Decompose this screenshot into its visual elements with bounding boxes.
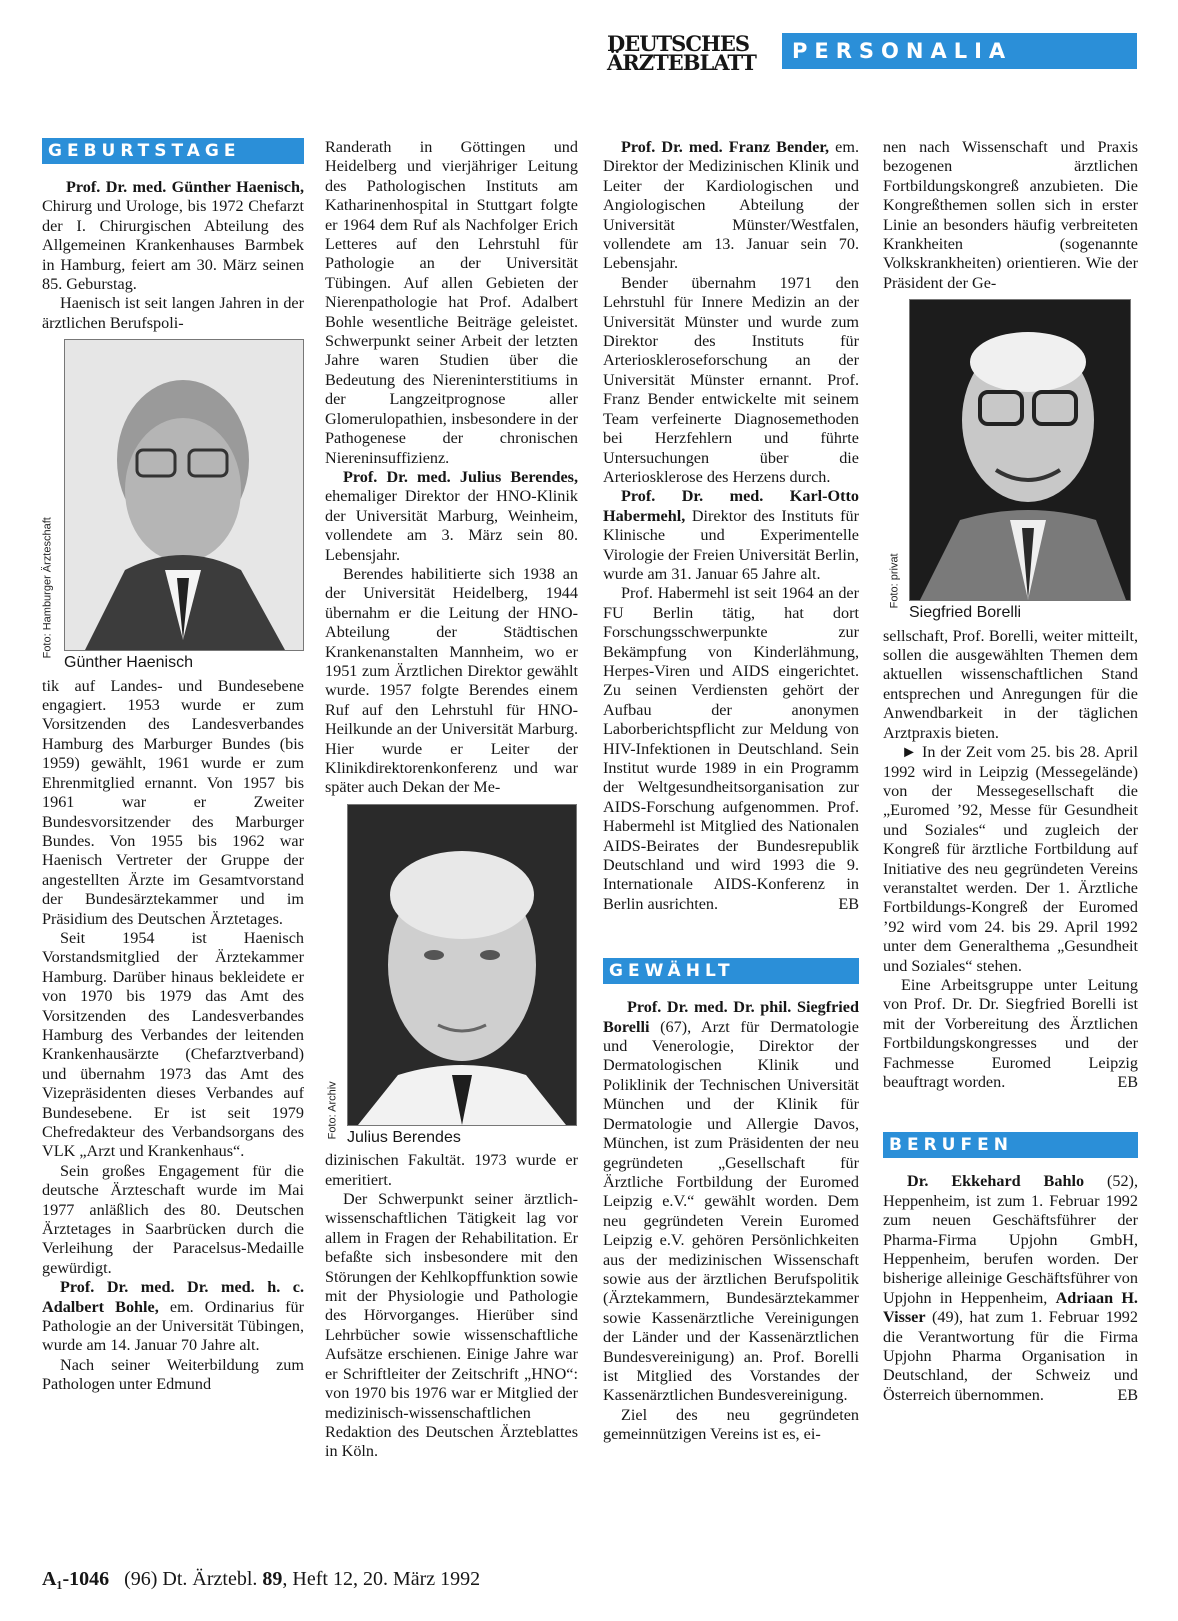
- photo-credit: Foto: Archiv: [326, 1081, 339, 1140]
- photo-credit: Foto: Hamburger Ärzteschaft: [41, 517, 54, 659]
- paragraph: Ziel des neu gegründeten gemeinnützigen Vereins ist es, ei-: [603, 1405, 859, 1444]
- portrait-image: [64, 339, 304, 651]
- paragraph: Prof. Habermehl ist seit 1964 an der FU Berlin tätig, hat dort Forschungsschwerpunkte zur Bekämpfung von Kinderlähmung, Herpes-Viren und AIDS eingerichtet. Zu seinen Verdiensten gehört der Aufbau der anonymen Laborberichtspflicht zur Meldung von HIV-Infektionen in Deutschland. Sein Institut wurde 1989 in ein Programm der Weltgesundheitsorganisation zur AIDS-Forschung aufgenommen. Prof. Habermehl ist Mitglied des Nationalen AIDS-Beirates der Bundesrepublik Deutschland und wird 1993 die 9. Internationale AIDS-Konferenz in Berlin ausrichten. EB: [603, 584, 859, 913]
- paragraph: Randerath in Göttingen und Heidelberg und vierjähriger Leitung des Pathologischen Instituts am Katharinenhospital in Stuttgart folgte er 1964 dem Ruf als Nachfolger Erich Letteres auf den Lehrstuhl für Pathologie an der Universität Tübingen. Auf allen Gebieten der Nierenpathologie hat Prof. Adalbert Bohle wesentliche Beiträge geleistet. Schwerpunkt seiner Arbeit der letzten Jahre waren Studien über die Bedeutung des Niereninterstitiums in der Langzeitprognose aller Glomerulopathien, insbesondere in der Pathogenese der chronischen Niereninsuffizienz.: [325, 138, 578, 467]
- paragraph: Nach seiner Weiterbildung zum Pathologen unter Edmund: [42, 1355, 304, 1394]
- paragraph: Eine Arbeitsgruppe unter Leitung von Prof. Dr. Dr. Siegfried Borelli ist mit der Vorbereitung des Ärztlichen Fortbildungskongresses und der Fachmesse Euromed Leipzig beauftragt worden. EB: [883, 975, 1138, 1091]
- heading-gewaehlt: GEWÄHLT: [603, 958, 859, 984]
- column-4: [883, 138, 1138, 1405]
- paragraph: Berendes habilitierte sich 1938 an der Universität Heidelberg, 1944 übernahm er die Leitung der HNO-Abteilung der Städtischen Krankenanstalten Mannheim, wo er 1951 zum Ärztlichen Direktor gewählt wurde. 1957 folgte Berendes einem Ruf auf den Lehrstuhl für HNO-Heilkunde an der Universität Marburg. Hier wurde er Leiter der Klinikdirektorenkonferenz und war später auch Dekan der Me-: [325, 564, 578, 797]
- volume: 89: [262, 1568, 283, 1590]
- entry-bahlo: Dr. Ekkehard Bahlo (52), Heppenheim, ist zum 1. Februar 1992 zum neuen Geschäftsführer der Pharma-Firma Upjohn GmbH, Heppenheim, berufen worden. Der bisherige alleinige Geschäftsführer von Upjohn in Heppenheim, Adriaan H. Visser (49), hat zum 1. Februar 1992 die Verantwortung für die Firma Upjohn Pharma Organisation in Deutschland, der Schweiz und Österreich übernommen. EB: [883, 1172, 1138, 1404]
- page-footer: [42, 1568, 480, 1591]
- paragraph: Seit 1954 ist Haenisch Vorstandsmitglied der Ärztekammer Hamburg. Darüber hinaus bekleidete er von 1970 bis 1979 das Amt des Vorsitzenden des Landesverbandes Hamburg des Verbandes der leitenden Krankenhausärzte (Chefarztverband) und übernahm 1973 das Amt des Vizepräsidenten dieses Verbandes auf Bundesebene. Er ist seit 1979 Chefredakteur des Verbandsorgans des VLK „Arzt und Krankenhaus“.: [42, 928, 304, 1161]
- entry-bohle: Prof. Dr. med. Dr. med. h. c. Adalbert Bohle, em. Ordinarius für Pathologie an der Universität Tübingen, wurde am 14. Januar 70 Jahre alt.: [42, 1278, 305, 1355]
- signature: EB: [1117, 1073, 1138, 1091]
- paragraph: nen nach Wissenschaft und Praxis bezogenen ärztlichen Fortbildungskongreß anzubieten. Die Kongreßthemen sollen sich in erster Linie an besonders häufig verbreiteten Krankheiten (sogenannte Volkskrankheiten) orientieren. Wie der Präsident der Ge-: [883, 138, 1138, 292]
- signature: EB: [1117, 1385, 1138, 1404]
- portrait-graphic: [348, 805, 576, 1125]
- paragraph: sellschaft, Prof. Borelli, weiter mitteilt, sollen die ausgewählten Themen dem aktuellen wissenschaftlichen Stand entsprechen und Anregungen für die Anwendbarkeit in der täglichen Arztpraxis bieten.: [883, 626, 1138, 742]
- photo-caption: Julius Berendes: [347, 1128, 461, 1146]
- entry-borelli: Prof. Dr. med. Dr. phil. Siegfried Borelli (67), Arzt für Dermatologie und Venerologie, Direktor der Dermatologischen Klinik und Poliklinik der Technischen Universität München und der Klinik für Dermatologie und Allergie Davos, München, ist zum Präsidenten der neu gegründeten „Gesellschaft für Ärztliche Fortbildung der Euromed Leipzig e.V.“ gewählt worden. Dem neu gegründeten Verein Euromed Leipzig e.V. gehören Persönlichkeiten aus der medizinischen Wissenschaft sowie aus der ärztlichen Berufspolitik (Ärztekammern, Bundesärztekammer sowie Kassenärztliche Vereinigungen der Länder und der Kassenärztlichen Bundesvereinigung) an. Prof. Borelli ist Mitglied des Vorstandes der Kassenärztlichen Bundesvereinigung.: [603, 998, 859, 1405]
- column-1: [42, 138, 304, 1395]
- portrait-image: [909, 299, 1131, 601]
- paragraph: tik auf Landes- und Bundesebene engagiert. 1953 wurde er zum Vorsitzenden des Landesverbandes Hamburg des Marburger Bundes (bis 1959) gewählt, 1961 wurde er zum Ehrenmitglied ernannt. Von 1957 bis 1961 war er Zweiter Bundesvorsitzender des Marburger Bundes. Von 1955 bis 1962 war Haenisch Vertreter der Gruppe der angestellten Ärzte im Gesamtvorstand der Bundesärztekammer und im Präsidium des Deutschen Ärztetages.: [42, 676, 304, 928]
- paragraph: ► In der Zeit vom 25. bis 28. April 1992 wird in Leipzig (Messegelände) von der Messegesellschaft die „Euromed ’92, Messe für Gesundheit und Soziales“ und zugleich der Kongreß für ärztliche Fortbildung auf Initiative des neu gegründeten Vereins veranstaltet werden. Der 1. Ärztliche Fortbildungs-Kongreß der Euromed ’92 wird vom 24. bis 29. April 1992 unter dem Generalthema „Gesundheit und Soziales“ stehen.: [883, 743, 1138, 975]
- photo-credit: Foto: privat: [888, 553, 901, 609]
- photo-caption: Günther Haenisch: [64, 654, 193, 672]
- entry-habermehl: Prof. Dr. med. Karl-Otto Habermehl, Direktor des Instituts für Klinische und Experimentelle Virologie der Freien Universität Berlin, wurde am 31. Januar 65 Jahre alt.: [603, 487, 859, 583]
- entry-haenisch: Prof. Dr. med. Günther Haenisch, Chirurg und Urologe, bis 1972 Chefarzt der I. Chirurgischen Abteilung des Allgemeinen Krankenhauses Barmbek in Hamburg, feiert am 30. März seinen 85. Geburstag.: [42, 178, 304, 294]
- paragraph: Bender übernahm 1971 den Lehrstuhl für Innere Medizin an der Universität Münster und wurde zum Direktor des Instituts für Arterioskleroseforschung an der Universität Münster ernannt. Prof. Franz Bender entwickelte mit seinem Team verfeinerte Diagnosemethoden bei Herzfehlern und führte Untersuchungen über die Arteriosklerose des Herzens durch.: [603, 273, 859, 486]
- brand-line-1: DEUTSCHES: [607, 31, 750, 56]
- column-2: [325, 138, 578, 1462]
- paragraph: Sein großes Engagement für die deutsche Ärzteschaft wurde im Mai 1977 anläßlich des 80. Deutschen Ärztetages in Saarbrücken durch die Verleihung der Paracelsus-Medaille gewürdigt.: [42, 1161, 304, 1277]
- brand-logo: [607, 31, 775, 75]
- citation-end: , Heft 12, 20. März 1992: [282, 1568, 481, 1590]
- signature: EB: [838, 894, 859, 913]
- page-number: A₁-1046: [42, 1568, 110, 1590]
- brand-line-2: ÄRZTEBLATT: [607, 50, 756, 75]
- heading-geburtstage: GEBURTSTAGE: [42, 138, 304, 164]
- paragraph: Haenisch ist seit langen Jahren in der ärztlichen Berufspoli-: [42, 294, 304, 332]
- photo-caption: Siegfried Borelli: [909, 604, 1022, 622]
- paragraph: dizinischen Fakultät. 1973 wurde er emeritiert.: [325, 1151, 578, 1189]
- portrait-graphic: [65, 340, 303, 650]
- heading-berufen: BERUFEN: [883, 1132, 1138, 1158]
- section-banner: PERSONALIA: [782, 33, 1137, 69]
- photo-berendes: [326, 804, 578, 1147]
- photo-borelli: [888, 299, 1138, 622]
- entry-berendes: Prof. Dr. med. Julius Berendes, ehemaliger Direktor der HNO-Klinik der Universität Marburg, Weinheim, vollendete am 3. März sein 80. Lebensjahr.: [325, 467, 578, 564]
- portrait-image: [347, 804, 577, 1126]
- portrait-graphic: [910, 300, 1130, 600]
- photo-haenisch: [41, 339, 304, 672]
- entry-bender: Prof. Dr. med. Franz Bender, em. Direktor der Medizinischen Klinik und Leiter der Kardiologischen und Angiologischen Abteilung der Universität Münster/Westfalen, vollendete am 13. Januar sein 70. Lebensjahr.: [603, 138, 859, 273]
- column-3: [603, 138, 859, 1445]
- paragraph: Der Schwerpunkt seiner ärztlich-wissenschaftlichen Tätigkeit lag vor allem in Fragen der Rehabilitation. Er befaßte sich insbesondere mit den Störungen der Kehlkopffunktion sowie mit der Physiologie und Pathologie des Hörvorganges. Hierüber sind Lehrbücher sowie wissenschaftliche Aufsätze erschienen. Einige Jahre war er Schriftleiter der Zeitschrift „HNO“: von 1970 bis 1976 war er Mitglied der medizinisch-wissenschaftlichen Redaktion des Deutschen Ärzteblattes in Köln.: [325, 1190, 578, 1461]
- citation: (96) Dt. Ärztebl.: [124, 1568, 263, 1590]
